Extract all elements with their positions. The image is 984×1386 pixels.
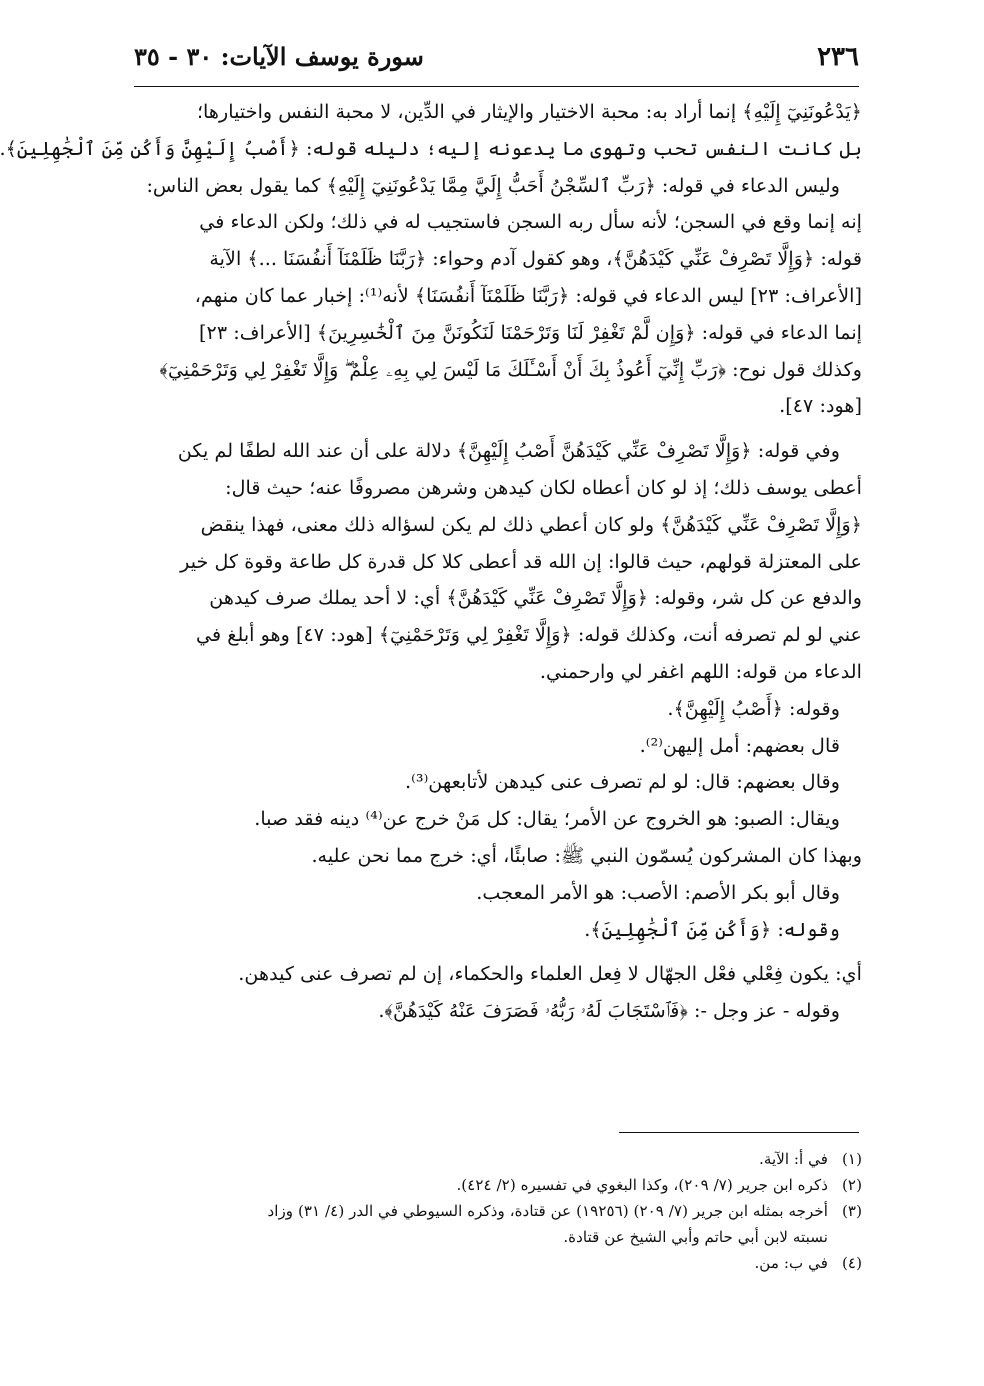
body-line: قال بعضهم: أمل إليهن⁽²⁾. <box>639 733 840 757</box>
footnote-divider <box>619 1132 859 1133</box>
body-line: [الأعراف: ٢٣] ليس الدعاء في قوله: ﴿رَبَّنَا ظَلَمْنَآ أَنفُسَنَا﴾ لأنه⁽¹⁾: إخبار عما كان منهم، <box>194 283 862 307</box>
body-text <box>0 94 862 1030</box>
body-line: وقال بعضهم: قال: لو لم تصرف عنى كيدهن لأتابعهن⁽³⁾. <box>405 770 840 794</box>
body-line: ﴿وَإِلَّا تَصْرِفْ عَنِّي كَيْدَهُنَّ﴾ ولو كان أعطي ذلك لم يكن لسؤاله ذلك معنى، فهذا ينقض <box>200 512 862 536</box>
footnote-text: في ب: من. <box>754 1254 828 1272</box>
body-line: وليس الدعاء في قوله: ﴿رَبِّ ٱلسِّجْنُ أَحَبُّ إِلَيَّ مِمَّا يَدْعُونَنِيٓ إِلَيْهِ﴾ كما يقول بعض الناس: <box>146 173 840 197</box>
running-title: سورة يوسف الآيات: ٣٠ - ٣٥ <box>134 42 424 71</box>
footnote-text: في أ: الآية. <box>759 1150 828 1168</box>
footnote-text: ذكره ابن جرير (٧/ ٢٠٩)، وكذا البغوي في تفسيره (٢/ ٤٢٤). <box>456 1176 828 1194</box>
body-line: وقال أبو بكر الأصم: الأصب: هو الأمر المعجب. <box>476 880 840 904</box>
body-line: ويقال: الصبو: هو الخروج عن الأمر؛ يقال: كل مَنْ خرج عن⁽⁴⁾ دينه فقد صبا. <box>254 807 840 831</box>
body-line: إنما الدعاء في قوله: ﴿وَإِن لَّمْ تَغْفِرْ لَنَا وَتَرْحَمْنَا لَنَكُونَنَّ مِنَ ٱلْخَٰسِرِينَ﴾ [الأعراف: ٢٣] <box>199 320 862 344</box>
body-line: وقوله: ﴿أَصْبُ إِلَيْهِنَّ﴾. <box>667 696 840 720</box>
footnote-number: (٢) <box>841 1176 862 1194</box>
footnote-number: (٤) <box>841 1254 862 1272</box>
footnotes <box>137 1146 862 1276</box>
footnote <box>137 1250 862 1276</box>
body-line: وكذلك قول نوح: ﴿رَبِّ إِنِّيٓ أَعُوذُ بِكَ أَنْ أَسْـَٔلَكَ مَا لَيْسَ لِي بِهِۦ عِلْمٌ ۖ وَإِلَّا تَغْفِرْ لِي وَتَرْحَمْنِيٓ﴾ <box>159 357 862 381</box>
footnote-text: أخرجه بمثله ابن جرير (٧/ ٢٠٩) (١٩٢٥٦) عن قتادة، وذكره السيوطي في الدر (٤/ ٣١) وزاد <box>267 1202 828 1220</box>
page-number: ٢٣٦ <box>817 42 859 72</box>
body-line: قوله: ﴿وَإِلَّا تَصْرِفْ عَنِّي كَيْدَهُنَّ﴾، وهو كقول آدم وحواء: ﴿رَبَّنَا ظَلَمْنَآ أَنفُسَنَا ...﴾ الآية <box>209 247 862 271</box>
body-line: إنه إنما وقع في السجن؛ لأنه سأل ربه السجن فاستجيب له في ذلك؛ ولكن الدعاء في <box>199 210 862 234</box>
page-header <box>134 40 859 87</box>
footnote-continuation <box>137 1224 862 1250</box>
body-line: على المعتزلة قولهم، حيث قالوا: إن الله قد أعطى كلا كل قدرة كل طاعة وقوة كل خير <box>180 549 862 573</box>
body-line: [هود: ٤٧]. <box>779 394 862 418</box>
body-line: أي: يكون فِعْلي فعْل الجهّال لا فِعل العلماء والحكماء، إن لم تصرف عنى كيدهن. <box>238 962 862 986</box>
body-line: بل كانت النفس تحب وتهوى ما يدعونه إليه؛ دليله قوله: ﴿أَصْبُ إِلَيْهِنَّ وَأَكُن مِّنَ ٱلْجَٰهِلِينَ﴾. <box>0 136 862 160</box>
body-line: والدفع عن كل شر، وقوله: ﴿وَإِلَّا تَصْرِفْ عَنِّي كَيْدَهُنَّ﴾ أي: لا أحد يملك صرف كيدهن <box>209 586 862 610</box>
body-line: الدعاء من قوله: اللهم اغفر لي وارحمني. <box>539 659 862 683</box>
footnote <box>137 1146 862 1172</box>
body-line: وقوله - عز وجل -: ﴿فَٱسْتَجَابَ لَهُۥ رَبُّهُۥ فَصَرَفَ عَنْهُ كَيْدَهُنَّ﴾. <box>378 999 840 1023</box>
body-line: وقوله: ﴿وَأَكُن مِّنَ ٱلْجَٰهِلِينَ﴾. <box>584 917 840 941</box>
body-line: ﴿يَدْعُونَنِيٓ إِلَيْهِ﴾ إنما أراد به: محبة الاختيار والإيثار في الدِّين، لا محبة النفس واختيارها؛ <box>196 100 862 123</box>
footnote <box>137 1198 862 1224</box>
footnote-text: نسبته لابن أبي حاتم وأبي الشيخ عن قتادة. <box>563 1228 828 1246</box>
body-line: عني لو لم تصرفه أنت، وكذلك قوله: ﴿وَإِلَّا تَغْفِرْ لِي وَتَرْحَمْنِيٓ﴾ [هود: ٤٧] وهو أبلغ في <box>195 623 862 647</box>
footnote <box>137 1172 862 1198</box>
body-line: وبهذا كان المشركون يُسمّون النبي ﷺ: صابئًا، أي: خرج مما نحن عليه. <box>311 843 862 867</box>
body-line: أعطى يوسف ذلك؛ إذ لو كان أعطاه لكان كيدهن وشرهن مصروفًا عنه؛ حيث قال: <box>225 475 862 499</box>
body-line: وفي قوله: ﴿وَإِلَّا تَصْرِفْ عَنِّي كَيْدَهُنَّ أَصْبُ إِلَيْهِنَّ﴾ دلالة على أن عند الله لطفًا لم يكن <box>177 439 840 463</box>
footnote-number: (١) <box>841 1150 862 1168</box>
footnote-number: (٣) <box>841 1202 862 1220</box>
